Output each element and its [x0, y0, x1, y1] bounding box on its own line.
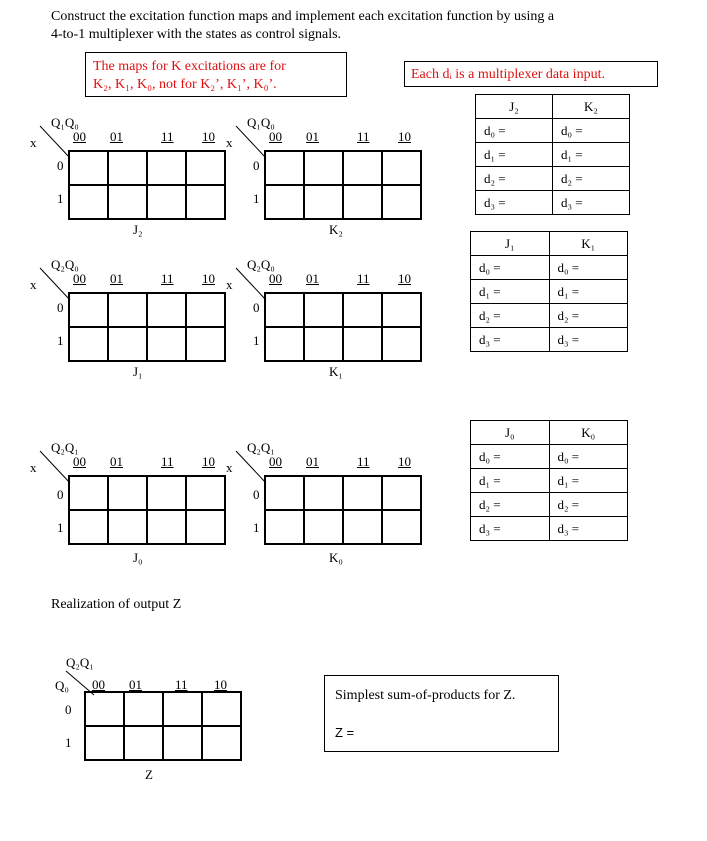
kmap-cell[interactable]	[186, 476, 225, 510]
kmap-diagonal	[38, 124, 72, 160]
d-input-cell[interactable]: d₀ =	[476, 119, 553, 143]
kmap-cell[interactable]	[304, 293, 343, 327]
kmap-cell[interactable]	[163, 692, 202, 726]
row-label: 0	[65, 702, 72, 717]
kmap-cell[interactable]	[382, 185, 421, 219]
kmap-cell[interactable]	[163, 726, 202, 760]
col-label: 01	[306, 271, 319, 286]
d-input-cell[interactable]: d₁ =	[471, 469, 550, 493]
kmap-cell[interactable]	[382, 476, 421, 510]
k-maps-note-box	[85, 52, 347, 97]
row-label: 0	[253, 300, 260, 315]
kmap-x-label: x	[226, 277, 233, 292]
kmap-cell[interactable]	[108, 510, 147, 544]
kmap-j2	[30, 115, 230, 245]
kmap-cell[interactable]	[382, 293, 421, 327]
col-label: 10	[214, 677, 227, 692]
d-input-cell[interactable]: d₂ =	[471, 493, 550, 517]
kmap-name: Z	[145, 767, 153, 782]
kmap-vars: Q₂Q₁	[51, 440, 79, 455]
kmap-cell[interactable]	[69, 510, 108, 544]
row-label: 0	[253, 158, 260, 173]
kmap-cell[interactable]	[265, 151, 304, 185]
row-label: 1	[57, 333, 64, 348]
kmap-cell[interactable]	[69, 476, 108, 510]
col-label: 01	[110, 454, 123, 469]
kmap-grid	[264, 292, 422, 362]
col-label: 01	[129, 677, 142, 692]
kmap-cell[interactable]	[304, 327, 343, 361]
kmap-cell[interactable]	[108, 327, 147, 361]
kmap-x-label: x	[226, 460, 233, 475]
kmap-cell[interactable]	[304, 151, 343, 185]
d-input-cell[interactable]: d₂ =	[471, 304, 550, 328]
kmap-name: J₀	[133, 550, 143, 565]
kmap-cell[interactable]	[186, 185, 225, 219]
kmap-cell[interactable]	[108, 476, 147, 510]
kmap-cell[interactable]	[85, 726, 124, 760]
d-note-box	[404, 61, 658, 87]
kmap-cell[interactable]	[147, 327, 186, 361]
d-input-cell[interactable]: d₁ =	[553, 143, 630, 167]
kmap-name: K₁	[329, 364, 343, 379]
row-label: 1	[253, 520, 260, 535]
kmap-cell[interactable]	[124, 692, 163, 726]
kmap-cell[interactable]	[265, 510, 304, 544]
row-label: 1	[57, 520, 64, 535]
d-input-cell[interactable]: d₂ =	[549, 304, 628, 328]
kmap-cell[interactable]	[202, 692, 241, 726]
d-input-cell[interactable]: d₂ =	[549, 493, 628, 517]
kmap-cell[interactable]	[147, 510, 186, 544]
d-note-text: Each dᵢ is a multiplexer data input.	[411, 67, 605, 82]
kmap-cell[interactable]	[108, 151, 147, 185]
col-label: 00	[73, 454, 86, 469]
col-label: 01	[110, 129, 123, 144]
kmap-cell[interactable]	[265, 293, 304, 327]
d-table-header: K₁	[549, 232, 628, 256]
kmap-cell[interactable]	[343, 510, 382, 544]
kmap-z	[50, 655, 250, 785]
col-label: 10	[398, 454, 411, 469]
d-input-cell[interactable]: d₁ =	[549, 280, 628, 304]
kmap-grid	[68, 150, 226, 220]
col-label: 11	[161, 454, 174, 469]
col-label: 01	[306, 129, 319, 144]
kmap-name: J₂	[133, 222, 143, 237]
kmap-x-label: x	[30, 277, 37, 292]
d-input-cell[interactable]: d₂ =	[476, 167, 553, 191]
col-label: 01	[306, 454, 319, 469]
col-label: 10	[202, 129, 215, 144]
kmap-k2	[226, 115, 426, 245]
col-label: 11	[357, 454, 370, 469]
kmap-cell[interactable]	[69, 151, 108, 185]
kmap-grid	[264, 150, 422, 220]
kmap-cell[interactable]	[343, 293, 382, 327]
kmap-cell[interactable]	[147, 476, 186, 510]
d-input-cell[interactable]: d₂ =	[553, 167, 630, 191]
kmap-cell[interactable]	[85, 692, 124, 726]
row-label: 0	[57, 300, 64, 315]
kmap-grid	[68, 475, 226, 545]
d-input-cell[interactable]: d₃ =	[476, 191, 553, 215]
kmap-cell[interactable]	[147, 185, 186, 219]
d-input-cell[interactable]: d₃ =	[549, 517, 628, 541]
col-label: 11	[161, 271, 174, 286]
d-input-cell[interactable]: d₀ =	[549, 445, 628, 469]
kmap-name: K₀	[329, 550, 343, 565]
col-label: 00	[73, 271, 86, 286]
sop-title: Simplest sum-of-products for Z.	[335, 688, 516, 703]
kmap-cell[interactable]	[304, 510, 343, 544]
kmap-cell[interactable]	[202, 726, 241, 760]
kmap-x-label: x	[30, 135, 37, 150]
d-table-0	[470, 420, 628, 541]
kmap-cell[interactable]	[108, 293, 147, 327]
kmap-cell[interactable]	[304, 476, 343, 510]
kmap-cell[interactable]	[265, 185, 304, 219]
col-label: 10	[398, 129, 411, 144]
d-table-header: J₀	[471, 421, 550, 445]
kmap-cell[interactable]	[265, 327, 304, 361]
kmap-cell[interactable]	[343, 476, 382, 510]
z-section-title: Realization of output Z	[51, 597, 182, 612]
kmap-cell[interactable]	[343, 185, 382, 219]
sop-equation: Z =	[335, 725, 355, 740]
kmap-diagonal	[234, 449, 268, 485]
d-table-header: K₀	[549, 421, 628, 445]
kmap-vars: Q₂Q₁	[247, 440, 275, 455]
kmap-cell[interactable]	[343, 151, 382, 185]
d-input-cell[interactable]: d₁ =	[471, 280, 550, 304]
col-label: 10	[202, 271, 215, 286]
kmap-cell[interactable]	[382, 151, 421, 185]
col-label: 11	[357, 129, 370, 144]
d-table-1	[470, 231, 628, 352]
kmap-grid	[264, 475, 422, 545]
col-label: 10	[202, 454, 215, 469]
kmap-cell[interactable]	[147, 151, 186, 185]
d-input-cell[interactable]: d₀ =	[549, 256, 628, 280]
kmap-cell[interactable]	[186, 510, 225, 544]
row-label: 0	[57, 487, 64, 502]
kmap-cell[interactable]	[265, 476, 304, 510]
col-label: 00	[269, 454, 282, 469]
kmap-vars: Q₂Q₀	[247, 257, 275, 272]
kmap-name: K₂	[329, 222, 343, 237]
row-label: 1	[57, 191, 64, 206]
kmap-cell[interactable]	[343, 327, 382, 361]
col-label: 00	[269, 271, 282, 286]
kmap-cell[interactable]	[382, 510, 421, 544]
col-label: 10	[398, 271, 411, 286]
instructions-line-2: 4-to-1 multiplexer with the states as control signals.	[51, 27, 342, 42]
kmap-diagonal	[38, 449, 72, 485]
k-note-line-1: The maps for K excitations are for	[93, 59, 286, 74]
d-table-header: J₁	[471, 232, 550, 256]
kmap-cell[interactable]	[108, 185, 147, 219]
col-label: 11	[161, 129, 174, 144]
kmap-x-label: x	[226, 135, 233, 150]
kmap-grid	[68, 292, 226, 362]
kmap-cell[interactable]	[147, 293, 186, 327]
d-input-cell[interactable]: d₁ =	[476, 143, 553, 167]
kmap-k0	[226, 440, 426, 570]
kmap-cell[interactable]	[124, 726, 163, 760]
row-label: 1	[253, 191, 260, 206]
d-input-cell[interactable]: d₀ =	[553, 119, 630, 143]
kmap-j0	[30, 440, 230, 570]
row-label: 0	[57, 158, 64, 173]
col-label: 00	[73, 129, 86, 144]
d-input-cell[interactable]: d₃ =	[549, 328, 628, 352]
kmap-x-label: x	[30, 460, 37, 475]
kmap-cell[interactable]	[186, 327, 225, 361]
kmap-cell[interactable]	[186, 293, 225, 327]
d-input-cell[interactable]: d₃ =	[553, 191, 630, 215]
kmap-cell[interactable]	[69, 327, 108, 361]
d-input-cell[interactable]: d₀ =	[471, 445, 550, 469]
col-label: 00	[92, 677, 105, 692]
kmap-vars: Q₁Q₀	[51, 115, 79, 130]
kmap-vars: Q₂Q₁	[66, 655, 94, 670]
kmap-diagonal	[234, 124, 268, 160]
d-input-cell[interactable]: d₀ =	[471, 256, 550, 280]
d-table-header: J₂	[476, 95, 553, 119]
kmap-grid	[84, 691, 242, 761]
col-label: 00	[269, 129, 282, 144]
kmap-diagonal	[38, 266, 72, 302]
kmap-vars: Q₁Q₀	[247, 115, 275, 130]
d-table-header: K₂	[553, 95, 630, 119]
kmap-cell[interactable]	[304, 185, 343, 219]
kmap-cell[interactable]	[186, 151, 225, 185]
d-input-cell[interactable]: d₁ =	[549, 469, 628, 493]
sop-box[interactable]	[324, 675, 559, 752]
kmap-name: J₁	[133, 364, 143, 379]
kmap-cell[interactable]	[382, 327, 421, 361]
row-label: 1	[253, 333, 260, 348]
d-input-cell[interactable]: d₃ =	[471, 517, 550, 541]
kmap-diagonal	[234, 266, 268, 302]
col-label: 11	[175, 677, 188, 692]
kmap-j1	[30, 257, 230, 387]
k-note-line-2: K₂, K₁, K₀, not for K₂’, K₁’, K₀’.	[93, 77, 277, 92]
kmap-cell[interactable]	[69, 185, 108, 219]
kmap-vars: Q₂Q₀	[51, 257, 79, 272]
row-label: 0	[253, 487, 260, 502]
d-table-2	[475, 94, 630, 215]
col-label: 11	[357, 271, 370, 286]
kmap-k1	[226, 257, 426, 387]
d-input-cell[interactable]: d₃ =	[471, 328, 550, 352]
row-label: 1	[65, 735, 72, 750]
kmap-cell[interactable]	[69, 293, 108, 327]
kmap-row-var: Q₀	[55, 678, 69, 693]
col-label: 01	[110, 271, 123, 286]
instructions-line-1: Construct the excitation function maps and implement each excitation function by using a	[51, 9, 555, 24]
